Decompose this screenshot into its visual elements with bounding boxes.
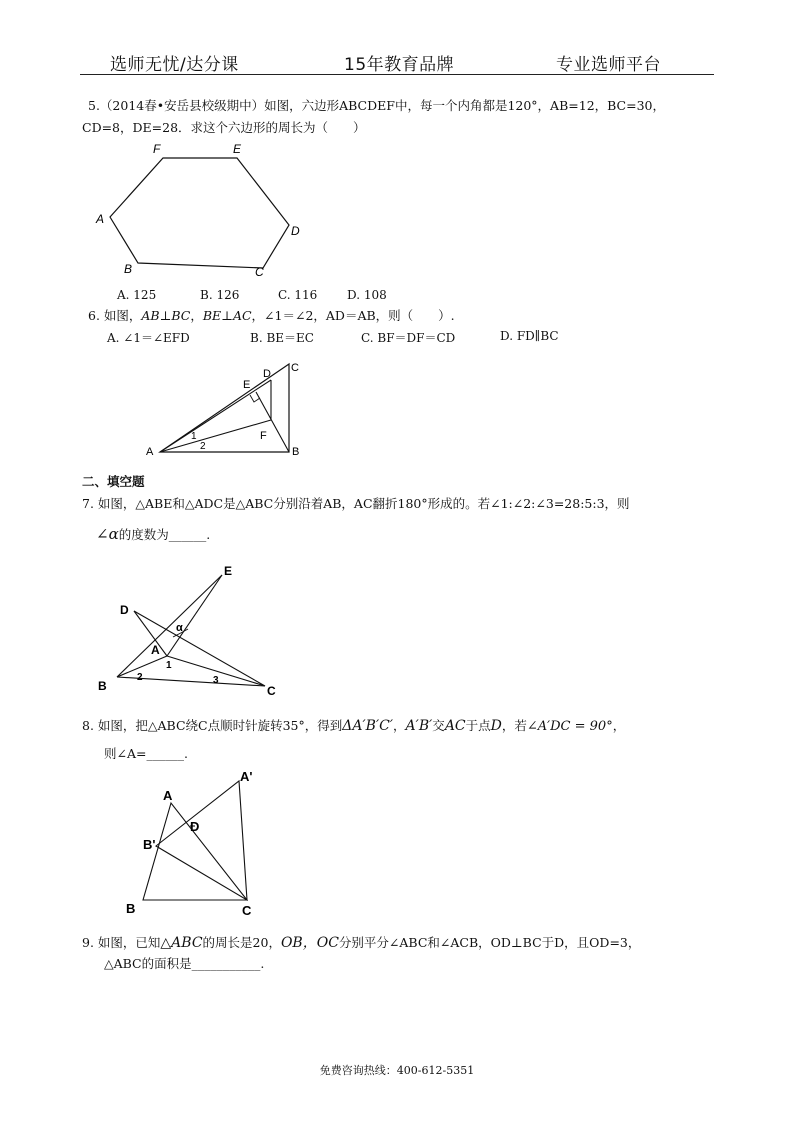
- fold-angle-1: 1: [166, 660, 172, 671]
- q6-cond2: BE⊥AC: [202, 308, 252, 323]
- header-left: 选师无忧/达分课: [110, 55, 239, 75]
- q8-sym-angle: ∠A′DC = 90°: [526, 719, 613, 734]
- fold-label-c: C: [267, 684, 276, 698]
- fold-angle-2: 2: [137, 672, 143, 683]
- q9-sym-triangle: △ABC: [160, 935, 203, 951]
- segment-af: [160, 420, 271, 452]
- footer-hotline: 免费咨询热线：400-612-5351: [319, 1064, 475, 1077]
- q9-pre: 9. 如图，已知: [82, 935, 161, 950]
- q5-option-a: A. 125: [117, 288, 157, 302]
- fold-label-b: B: [98, 679, 107, 693]
- q7-fold-figure: [98, 564, 276, 698]
- q8-jiao: 交: [432, 718, 445, 733]
- q7-line2: [96, 524, 210, 545]
- rot-label-b-prime: B': [143, 837, 156, 852]
- q6-option-b: B. BE＝EC: [250, 331, 314, 345]
- hexagon-shape: [110, 158, 289, 268]
- q6-option-d: D. FD∥BC: [500, 329, 559, 343]
- q5-option-b: B. 126: [200, 288, 240, 302]
- rot-label-a: A: [163, 788, 173, 803]
- hex-label-e: E: [233, 142, 242, 156]
- segment-ea: [167, 575, 222, 656]
- tri-angle-2: 2: [200, 441, 206, 452]
- q9-line2: △ABC的面积是___________.: [104, 956, 265, 971]
- q8-yu: 于点: [465, 718, 491, 733]
- q7-alpha-symbol: ∠α: [96, 525, 119, 543]
- q8-comma: ，: [393, 718, 406, 733]
- fold-label-d: D: [120, 603, 129, 617]
- tri-label-a: A: [146, 446, 154, 458]
- q5-option-d: D. 108: [347, 288, 387, 302]
- hex-label-b: B: [124, 262, 133, 276]
- hex-label-a: A: [96, 212, 105, 226]
- q8-text-a: 8. 如图，把△ABC绕C点顺时针旋转35°，得到: [82, 718, 343, 733]
- q8-ruo: ，若: [501, 718, 527, 733]
- q9-rest: 分别平分∠ABC和∠ACB，OD⊥BC于D，且OD=3，: [338, 935, 641, 950]
- tri-label-b: B: [292, 446, 300, 458]
- q8-line2: 则∠A=______.: [104, 746, 188, 761]
- q8-line1: [82, 716, 625, 737]
- rot-label-a-prime: A': [240, 769, 253, 784]
- q8-tail: ，: [612, 718, 626, 733]
- q9-mid: 的周长是20，: [202, 935, 281, 950]
- q5-line1: 5.（2014春•安岳县校级期中）如图，六边形ABCDEF中，每一个内角都是120°，AB=12，BC=30，: [88, 98, 666, 113]
- hex-label-c: C: [255, 265, 264, 279]
- q6-sep: ，: [190, 308, 203, 323]
- q9-sym-bisectors: OB，OC: [280, 935, 339, 951]
- q8-sym-triangle: ΔA′B′C′: [342, 718, 394, 734]
- section-heading: 二、填空题: [82, 474, 145, 489]
- q6-prefix: 6. 如图，: [88, 308, 142, 323]
- q7-line1: 7. 如图，△ABE和△ADC是△ABC分别沿着AB，AC翻折180°形成的。若∠1:∠2:∠3=28:5:3，则: [82, 496, 630, 511]
- q8-sym-segment: A′B′: [405, 718, 433, 734]
- fold-label-a: A: [151, 643, 160, 657]
- q6-triangle-figure: [146, 362, 299, 458]
- tri-label-c: C: [291, 362, 299, 374]
- q5-hexagon-figure: [95, 142, 300, 279]
- header-right: 专业选师平台: [556, 55, 661, 75]
- q8-sym-d: D: [490, 718, 502, 734]
- tri-label-e: E: [243, 379, 251, 391]
- rot-label-c: C: [242, 903, 252, 918]
- q8-sym-ac: AC: [444, 718, 466, 734]
- rot-label-b: B: [126, 901, 136, 916]
- hex-label-d: D: [291, 224, 300, 238]
- fold-angle-alpha: α: [176, 622, 183, 634]
- tri-angle-1: 1: [191, 431, 197, 442]
- hex-label-f: F: [153, 142, 161, 156]
- q6-suffix: ，∠1＝∠2，AD＝AB，则（ ）.: [251, 308, 455, 323]
- q8-rotation-figure: [126, 769, 252, 918]
- fold-angle-3: 3: [213, 675, 219, 686]
- q9-line1: [82, 933, 640, 953]
- q6-option-a: A. ∠1＝∠EFD: [107, 331, 190, 345]
- q5-option-c: C. 116: [278, 288, 318, 302]
- segment-eb: [256, 392, 289, 452]
- header-center: 15年教育品牌: [344, 55, 455, 75]
- tri-label-f: F: [260, 430, 267, 442]
- tri-label-d: D: [263, 368, 271, 380]
- q7-line2-rest: 的度数为______.: [118, 527, 211, 542]
- segment-ad: [160, 380, 271, 452]
- q6-option-c: C. BF＝DF＝CD: [361, 331, 456, 345]
- triangle-abc-q8: [143, 803, 247, 900]
- q6-cond1: AB⊥BC: [141, 308, 191, 323]
- q6-stem: [88, 306, 455, 326]
- q5-line2: CD=8，DE=28．求这个六边形的周长为（ ）: [82, 120, 366, 135]
- rot-label-d: D: [190, 819, 200, 834]
- fold-label-e: E: [224, 564, 233, 578]
